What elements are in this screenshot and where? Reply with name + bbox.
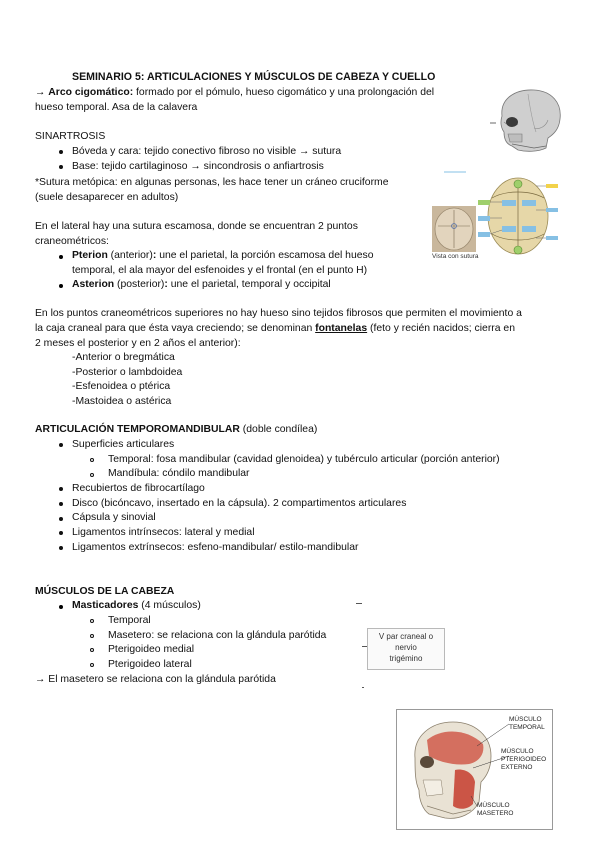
masticadores-note: (4 músculos) <box>138 600 201 611</box>
arco-line-2: hueso temporal. Asa de la calavera <box>35 102 198 113</box>
fontanelas-line-3: 2 meses el posterior y en 2 años el anterior): <box>35 338 241 349</box>
pterion-text-1: une el parietal, la porción escamosa del hueso <box>156 250 374 261</box>
fontanelas-text-2a: la caja craneal para que ésta vaya creciendo; se denominan <box>35 323 316 334</box>
sub-bullet <box>90 473 94 477</box>
sub-bullet <box>90 458 94 462</box>
lateral-line-1: En el lateral hay una sutura escamosa, donde se encuentran 2 puntos <box>35 221 358 232</box>
bullet <box>59 546 63 550</box>
nerve-note-line-3: trigémino <box>389 654 423 663</box>
fontanela-item-2: -Posterior o lambdoidea <box>72 367 183 378</box>
bullet <box>59 150 63 154</box>
fontanelas-line-2 <box>35 322 515 335</box>
sub-bullet <box>90 663 94 667</box>
bullet <box>59 284 63 288</box>
sub-bullet <box>90 634 94 638</box>
decorative-dash <box>362 687 364 688</box>
bullet <box>59 502 63 506</box>
asterion-colon: : <box>164 279 168 290</box>
skull-sutures-figure <box>430 170 560 262</box>
atm-heading <box>35 423 317 436</box>
sub-bullet <box>90 648 94 652</box>
skull-sutures-drawing <box>430 170 560 262</box>
muscle-item-2: Masetero: se relaciona con la glándula parótida <box>108 630 327 641</box>
masticadores-line <box>72 599 201 612</box>
masticadores-term: Masticadores <box>72 600 139 611</box>
sinartrosis-item-1: Bóveda y cara: tejido conectivo fibroso no visible → sutura <box>72 146 342 157</box>
decorative-dash <box>356 603 362 604</box>
bullet <box>59 517 63 521</box>
sinartrosis-item-2: Base: tejido cartilaginoso → sincondrosis o anfiartrosis <box>72 161 324 172</box>
atm-item-1: Superficies articulares <box>72 439 175 450</box>
pterion-term: Pterion <box>72 250 108 261</box>
arrow-symbol: → <box>35 87 46 98</box>
fontanelas-text-2b: (feto y recién nacidos; cierra en <box>367 323 515 334</box>
asterion-paren: (posterior) <box>114 279 165 290</box>
bullet <box>59 165 63 169</box>
atm-item-2: Recubiertos de fibrocartílago <box>72 483 205 494</box>
metopica-note-2: (suele desaparecer en adultos) <box>35 192 179 203</box>
pterion-line-1 <box>72 249 374 262</box>
skull-caption: Vista con sutura <box>432 253 479 260</box>
sub-bullet <box>90 619 94 623</box>
label-masetero: MÚSCULO MASETERO <box>477 802 514 817</box>
fontanela-item-4: -Mastoidea o astérica <box>72 396 172 407</box>
bullet <box>59 605 63 609</box>
fontanelas-line-1: En los puntos craneométricos superiores no hay hueso sino tejidos fibrosos que permiten el movimiento a <box>35 308 522 319</box>
asterion-text: une el parietal, temporal y occipital <box>167 279 331 290</box>
atm-item-4: Cápsula y sinovial <box>72 512 156 523</box>
musculos-heading: MÚSCULOS DE LA CABEZA <box>35 586 175 597</box>
atm-subitem-1: Temporal: fosa mandibular (cavidad glenoidea) y tubérculo articular (porción anterior) <box>108 454 500 465</box>
bullet <box>59 443 63 447</box>
bullet <box>59 531 63 535</box>
atm-heading-note: (doble condílea) <box>239 424 318 435</box>
pterion-paren: (anterior) <box>107 250 153 261</box>
metopica-note-1: *Sutura metópica: en algunas personas, les hace tener un cráneo cruciforme <box>35 177 389 188</box>
fontanelas-term: fontanelas <box>315 323 368 334</box>
head-muscles-figure <box>396 709 553 830</box>
pterion-colon: : <box>152 250 157 261</box>
skull-lateral-figure <box>488 86 564 157</box>
arco-line-1 <box>35 86 434 99</box>
nerve-note-line-1: V par craneal o <box>378 632 434 641</box>
label-temporal: MÚSCULO TEMPORAL <box>509 716 545 731</box>
muscle-item-1: Temporal <box>108 615 151 626</box>
lateral-line-2: craneométricos: <box>35 236 109 247</box>
atm-item-5: Ligamentos intrínsecos: lateral y medial <box>72 527 255 538</box>
sinartrosis-heading: SINARTROSIS <box>35 131 106 142</box>
asterion-line <box>72 278 331 291</box>
masetero-footer: → El masetero se relaciona con la glándula parótida <box>35 674 276 685</box>
nerve-note-box <box>367 628 445 670</box>
arco-term: Arco cigomático: <box>48 87 134 98</box>
label-pterigoideo: MÚSCULO PTERIGOIDEO EXTERNO <box>501 748 547 771</box>
atm-item-3: Disco (bicóncavo, insertado en la cápsula). 2 compartimentos articulares <box>72 498 407 509</box>
atm-subitem-2: Mandíbula: cóndilo mandibular <box>108 468 250 479</box>
atm-item-6: Ligamentos extrínsecos: esfeno-mandibular/ estilo-mandibular <box>72 542 359 553</box>
muscle-item-4: Pterigoideo lateral <box>108 659 192 670</box>
skull-lateral-drawing <box>488 86 564 157</box>
asterion-term: Asterion <box>72 279 115 290</box>
pterion-line-2: temporal, el ala mayor del esfenoides y el frontal (en el punto H) <box>72 265 368 276</box>
atm-heading-title: ARTICULACIÓN TEMPOROMANDIBULAR <box>35 424 240 435</box>
bullet <box>59 487 63 491</box>
arco-text-1: formado por el pómulo, hueso cigomático y una prolongación del <box>133 87 435 98</box>
bullet <box>59 255 63 259</box>
fontanela-item-3: -Esfenoidea o ptérica <box>72 381 171 392</box>
page-title: SEMINARIO 5: ARTICULACIONES Y MÚSCULOS DE CABEZA Y CUELLO <box>72 71 436 83</box>
muscle-item-3: Pterigoideo medial <box>108 644 195 655</box>
nerve-note-line-2: nervio <box>395 643 417 652</box>
fontanela-item-1: -Anterior o bregmática <box>72 352 175 363</box>
